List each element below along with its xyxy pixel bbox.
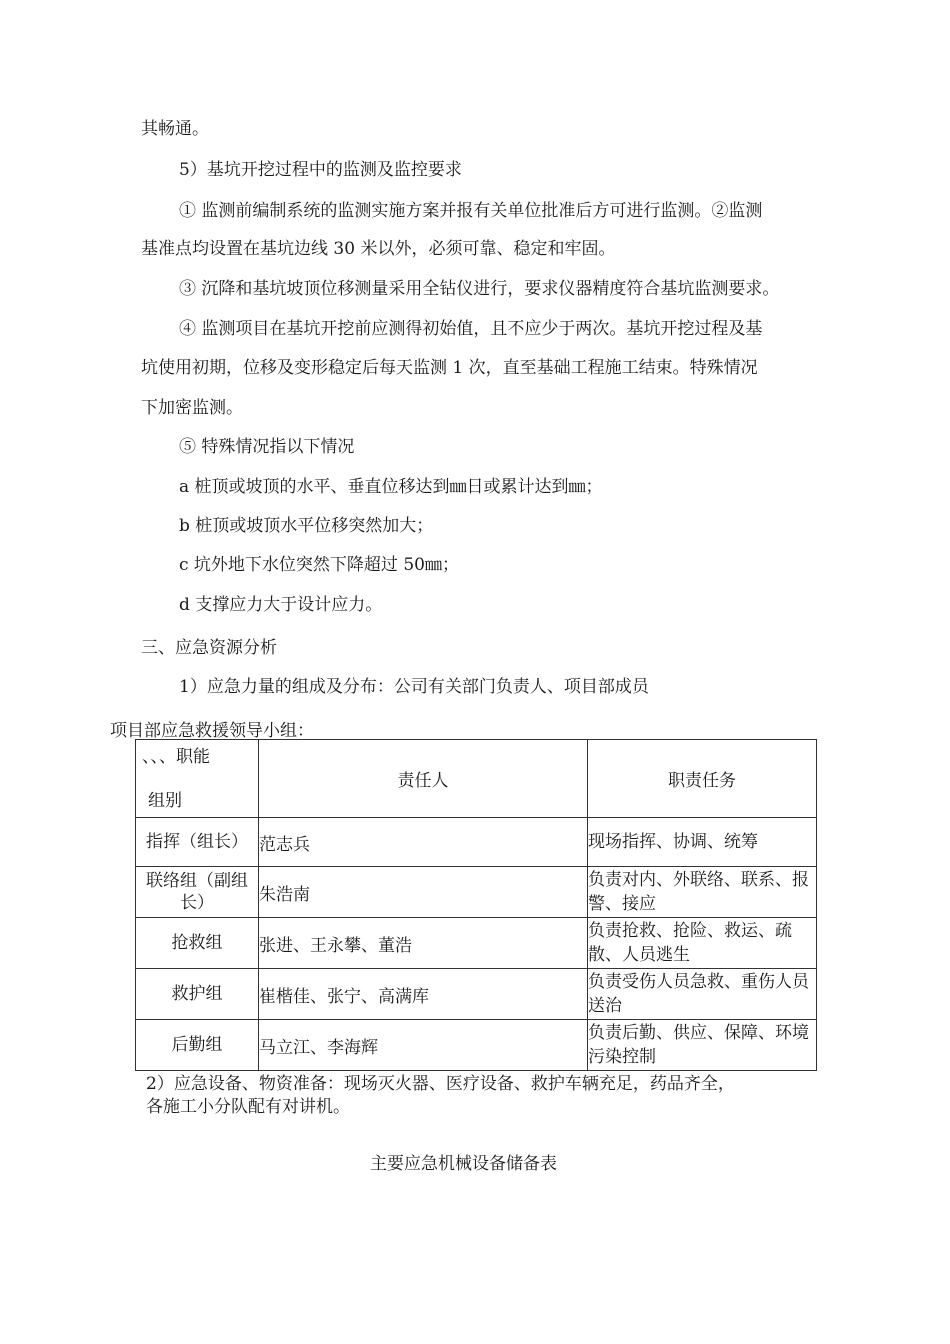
header-duty: 职责任务 xyxy=(588,740,817,818)
text-line: 各施工小分队配有对讲机。 xyxy=(146,1097,350,1117)
text-line: 2）应急设备、物资准备：现场灭火器、医疗设备、救护车辆充足，药品齐全， xyxy=(146,1074,735,1094)
header-person: 责任人 xyxy=(259,740,588,818)
table-row xyxy=(136,969,817,1020)
person-cell: 崔楷佳、张宁、高满库 xyxy=(259,969,588,1020)
section-heading: 三、应急资源分析 xyxy=(141,638,277,658)
duty-cell: 负责后勤、供应、保障、环境污染控制 xyxy=(588,1020,817,1071)
emergency-team-table xyxy=(135,739,817,1071)
table-header-row xyxy=(136,740,817,818)
duty-cell: 负责对内、外联络、联系、报警、接应 xyxy=(588,867,817,918)
person-cell: 范志兵 xyxy=(259,818,588,867)
text-line: 基准点均设置在基坑边线 30 米以外，必须可靠、稳定和牢固。 xyxy=(141,239,616,259)
person-cell: 朱浩南 xyxy=(259,867,588,918)
group-cell: 抢救组 xyxy=(136,918,259,969)
table-row xyxy=(136,1020,817,1071)
text-line: 下加密监测。 xyxy=(141,398,243,418)
header-group-label: 组别 xyxy=(148,791,182,811)
header-function-label: 、、、职能 xyxy=(142,747,210,767)
text-line: d 支撑应力大于设计应力。 xyxy=(179,595,383,615)
header-group-cell xyxy=(136,740,259,818)
text-line: b 桩顶或坡顶水平位移突然加大； xyxy=(179,516,434,536)
text-line: ③ 沉降和基坑坡顶位移测量采用全钻仪进行，要求仪器精度符合基坑监测要求。 xyxy=(179,279,780,299)
group-cell: 指挥（组长） xyxy=(136,818,259,867)
table-row xyxy=(136,867,817,918)
duty-cell: 负责抢救、抢险、救运、疏散、人员逃生 xyxy=(588,918,817,969)
text-line: 坑使用初期，位移及变形稳定后每天监测 1 次，直至基础工程施工结束。特殊情况 xyxy=(141,358,758,378)
person-cell: 马立江、李海辉 xyxy=(259,1020,588,1071)
group-cell: 后勤组 xyxy=(136,1020,259,1071)
text-line: ④ 监测项目在基坑开挖前应测得初始值，且不应少于两次。基坑开挖过程及基 xyxy=(179,319,763,339)
table-title: 主要应急机械设备储备表 xyxy=(370,1154,557,1174)
duty-cell: 负责受伤人员急救、重伤人员送治 xyxy=(588,969,817,1020)
table-row xyxy=(136,818,817,867)
section-heading: 5）基坑开挖过程中的监测及监控要求 xyxy=(179,160,462,180)
text-line: 其畅通。 xyxy=(141,119,209,139)
text-line: a 桩顶或坡顶的水平、垂直位移达到㎜日或累计达到㎜； xyxy=(179,477,603,497)
text-line: c 坑外地下水位突然下降超过 50㎜； xyxy=(179,555,459,575)
group-cell: 救护组 xyxy=(136,969,259,1020)
table-row xyxy=(136,918,817,969)
group-cell: 联络组（副组长） xyxy=(136,867,259,918)
table-caption: 项目部应急救援领导小组： xyxy=(110,721,314,741)
text-line: ⑤ 特殊情况指以下情况 xyxy=(179,437,355,457)
person-cell: 张进、王永攀、董浩 xyxy=(259,918,588,969)
duty-cell: 现场指挥、协调、统筹 xyxy=(588,818,817,867)
text-line: ① 监测前编制系统的监测实施方案并报有关单位批准后方可进行监测。②监测 xyxy=(179,201,763,221)
text-line: 1）应急力量的组成及分布：公司有关部门负责人、项目部成员 xyxy=(179,677,649,697)
